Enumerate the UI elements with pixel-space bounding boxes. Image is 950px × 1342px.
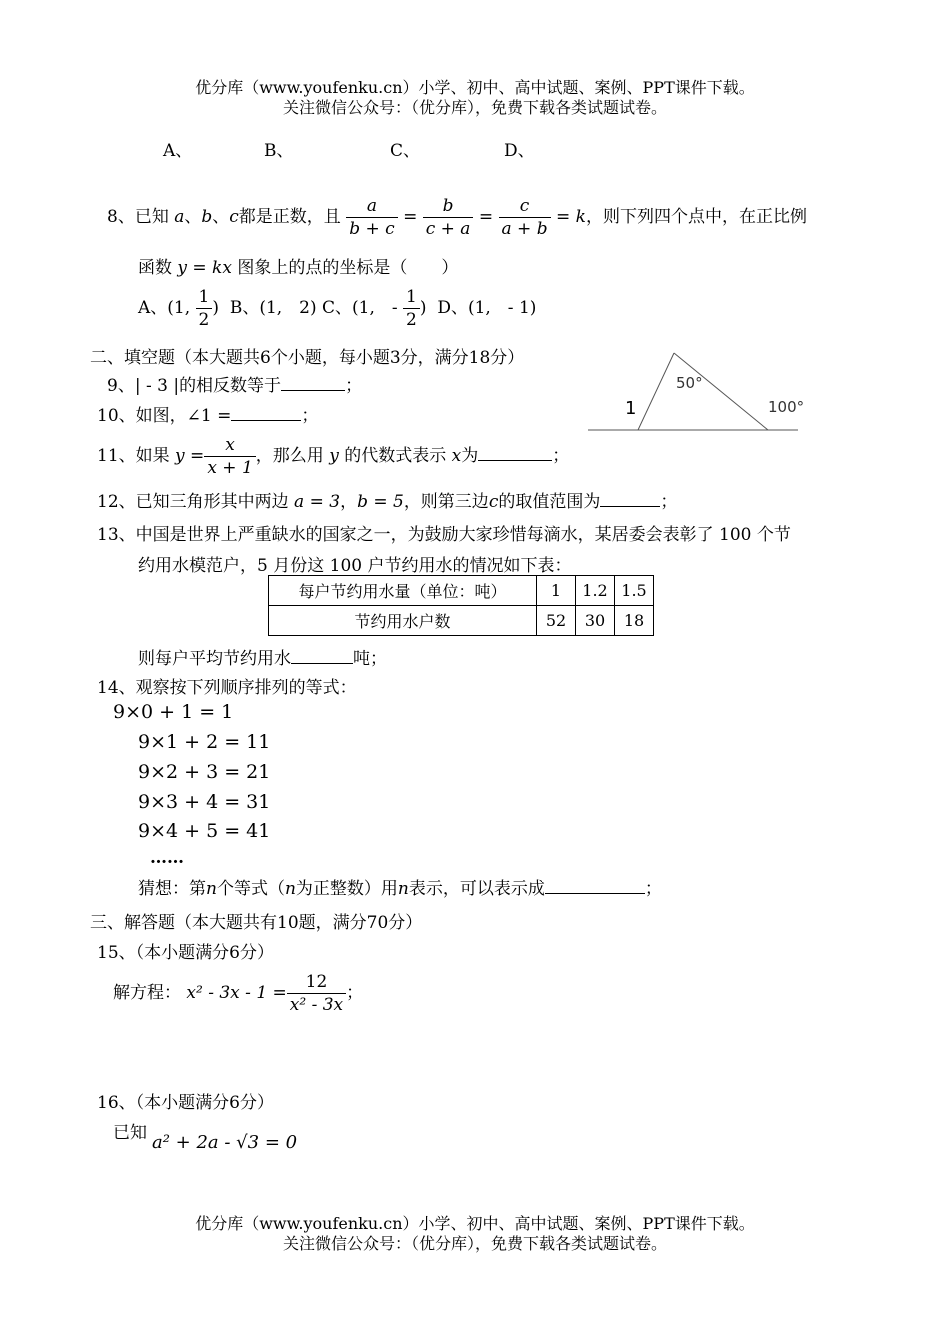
- section-2-title: 二、填空题（本大题共6个小题，每小题3分，满分18分）: [90, 348, 525, 368]
- q10-expr: ∠1 =: [186, 406, 232, 426]
- q14-guess2: 个等式（: [216, 879, 285, 899]
- q15-equation: [113, 968, 363, 1018]
- table-cell: 1.2: [576, 576, 615, 606]
- q11-end: ；: [552, 446, 570, 466]
- q8-number: 8、: [107, 207, 135, 227]
- q13-unit: 吨；: [353, 649, 387, 669]
- q8-optA-num: 1: [196, 286, 213, 309]
- q13-after-text: 则每户平均节约用水: [138, 649, 291, 669]
- q12-side-b: b = 5: [357, 492, 404, 512]
- table-cell: 30: [576, 606, 615, 636]
- q9-text: 的相反数等于: [179, 376, 282, 396]
- q11-denominator: x + 1: [207, 458, 253, 478]
- figure-angle-100: 100°: [768, 398, 805, 416]
- q8-options: [138, 284, 536, 332]
- q15-end: ；: [346, 983, 364, 1003]
- q12-number: 12、: [97, 492, 136, 512]
- q10-answer-blank[interactable]: [231, 405, 301, 421]
- q8-line2-a: 函数: [138, 258, 172, 278]
- figure-angle-50: 50°: [676, 374, 703, 392]
- q14-guess1: 猜想：第: [138, 879, 206, 899]
- q14-equation-2: 9×1 + 2 = 11: [138, 731, 271, 753]
- q13-line-2: 约用水模范户，5 月份这 100 户节约用水的情况如下表：: [138, 556, 572, 576]
- q14-ellipsis: ……: [150, 848, 184, 868]
- q14-guess3: 为正整数）用: [295, 879, 398, 899]
- q7-option-a: A、: [163, 141, 193, 161]
- q8-option-a-fraction: [196, 286, 213, 331]
- q9-number: 9、: [107, 376, 135, 396]
- q15-denominator: x² - 3x: [289, 995, 344, 1015]
- q12-end: ；: [660, 492, 678, 512]
- q11-fraction: [204, 434, 255, 479]
- q12-pre: 已知三角形其中两边: [135, 492, 289, 512]
- q10-pre: 如图，: [135, 406, 187, 426]
- q16-heading: 16、（本小题满分6分）: [97, 1093, 274, 1113]
- q14-intro: 观察按下列顺序排列的等式：: [135, 678, 357, 698]
- q9-expr: | - 3 |: [134, 376, 180, 396]
- question-11: [97, 432, 569, 480]
- q12-answer-blank[interactable]: [600, 491, 660, 507]
- table-cell: 1.5: [615, 576, 654, 606]
- q12-sep: ，: [340, 492, 358, 512]
- q8-f2-denominator: c + a: [425, 219, 471, 239]
- question-10: [97, 401, 318, 426]
- q15-heading: 15、（本小题满分6分）: [97, 943, 274, 963]
- q8-sep2: 、: [212, 207, 230, 227]
- question-8: [107, 193, 807, 241]
- q8-var-a: a: [174, 207, 185, 227]
- q8-f2-numerator: b: [423, 195, 474, 218]
- question-14: [97, 673, 357, 698]
- q8-eq-k: = k: [556, 207, 586, 227]
- q11-number: 11、: [97, 446, 136, 466]
- q7-option-b: B、: [264, 141, 294, 161]
- question-9: [107, 371, 362, 396]
- q8-option-c-fraction: [403, 286, 420, 331]
- q15-pre: 解方程：: [113, 983, 181, 1003]
- q14-end: ；: [644, 879, 662, 899]
- footer-line-1: 优分库（www.youfenku.cn）小学、初中、高中试题、案例、PPT课件下载。: [195, 1214, 755, 1233]
- q13-answer-blank[interactable]: [291, 648, 353, 664]
- table-cell: 18: [615, 606, 654, 636]
- q14-n3: n: [397, 879, 409, 899]
- section-3-title: 三、解答题（本大题共有10题，满分70分）: [90, 913, 423, 933]
- q13-after: [138, 644, 387, 669]
- q16-expression: a² + 2a - √3 = 0: [152, 1132, 298, 1153]
- q11-mid3: 为: [461, 446, 479, 466]
- table-cell: 52: [537, 606, 576, 636]
- q8-f1-denominator: b + c: [349, 219, 395, 239]
- q11-var-x: x: [451, 446, 462, 466]
- q14-equation-5: 9×4 + 5 = 41: [138, 820, 271, 842]
- figure-label-1: 1: [625, 398, 637, 419]
- water-saving-table: [268, 575, 654, 636]
- q13-number: 13、: [97, 525, 136, 545]
- q9-answer-blank[interactable]: [281, 375, 345, 391]
- footer-line-2: 关注微信公众号：（优分库），免费下载各类试题试卷。: [282, 1234, 667, 1253]
- q8-pre: 已知: [134, 207, 169, 227]
- q8-optA-den: 2: [198, 310, 210, 330]
- q8-optC-den: 2: [406, 310, 417, 330]
- question-13-line-1: [97, 520, 791, 545]
- q15-numerator: 12: [287, 971, 346, 994]
- q8-f3-denominator: a + b: [501, 219, 548, 239]
- q16-pre: 已知: [113, 1123, 147, 1143]
- q8-f3-numerator: c: [499, 195, 551, 218]
- q8-sep1: 、: [184, 207, 202, 227]
- q8-mid: 都是正数，且: [238, 207, 341, 227]
- table-cell: 节约用水户数: [269, 606, 537, 636]
- triangle-figure: [588, 350, 805, 434]
- q8-eq1: =: [403, 207, 418, 227]
- q14-equation-3: 9×2 + 3 = 21: [138, 761, 271, 783]
- header-line-1: 优分库（www.youfenku.cn）小学、初中、高中试题、案例、PPT课件下载。: [195, 78, 755, 97]
- q14-n1: n: [206, 879, 217, 899]
- q11-var-y: y: [329, 446, 339, 466]
- table-row: [269, 576, 654, 606]
- q8-option-c: C、(1, -: [322, 298, 398, 318]
- q8-option-c-close: ): [419, 298, 427, 318]
- table-cell: 每户节约用水量（单位：吨）: [269, 576, 537, 606]
- q8-option-b: B、(1, 2): [229, 298, 317, 318]
- q8-line2-formula: y = kx: [177, 258, 232, 278]
- q11-answer-blank[interactable]: [478, 445, 552, 461]
- q7-option-c: C、: [390, 141, 421, 161]
- q8-optC-num: 1: [403, 286, 420, 309]
- q14-equation-4: 9×3 + 4 = 31: [138, 791, 271, 813]
- q8-f1-numerator: a: [346, 195, 397, 218]
- q11-y-eq: y =: [175, 446, 205, 466]
- q8-line-2: [138, 253, 458, 278]
- q13-line1: 中国是世界上严重缺水的国家之一，为鼓励大家珍惜每滴水，某居委会表彰了 100 个节: [135, 525, 791, 545]
- table-cell: 1: [537, 576, 576, 606]
- q8-fraction-1: [346, 195, 397, 240]
- q11-mid: ，那么用: [255, 446, 324, 466]
- q8-fraction-3: [499, 195, 551, 240]
- q15-lhs: x² - 3x - 1 =: [186, 983, 287, 1003]
- table-row: [269, 606, 654, 636]
- q9-end: ；: [345, 376, 363, 396]
- q8-var-c: c: [229, 207, 239, 227]
- q8-line2-b: 图象上的点的坐标是（ ）: [237, 258, 459, 278]
- q14-number: 14、: [97, 678, 136, 698]
- q7-option-d: D、: [504, 141, 535, 161]
- q11-pre: 如果: [135, 446, 170, 466]
- q12-mid2: 的取值范围为: [498, 492, 601, 512]
- q14-equation-1: 9×0 + 1 = 1: [113, 701, 234, 723]
- q14-answer-blank[interactable]: [545, 878, 645, 894]
- q8-var-b: b: [201, 207, 213, 227]
- q12-side-c: c: [488, 492, 499, 512]
- question-12: [97, 487, 677, 512]
- q8-option-a: A、(1,: [138, 298, 191, 318]
- q8-option-d: D、(1, - 1): [437, 298, 537, 318]
- q15-fraction: [287, 971, 346, 1016]
- q8-option-a-close: ): [212, 298, 220, 318]
- q14-guess4: 表示，可以表示成: [408, 879, 545, 899]
- header-line-2: 关注微信公众号：（优分库），免费下载各类试题试卷。: [282, 98, 667, 117]
- q11-mid2: 的代数式表示: [344, 446, 447, 466]
- q10-number: 10、: [97, 406, 136, 426]
- q11-numerator: x: [204, 434, 255, 457]
- q8-tail: ，则下列四个点中，在正比例: [585, 207, 807, 227]
- q8-fraction-2: [423, 195, 474, 240]
- q8-eq2: =: [478, 207, 494, 227]
- q12-mid: ，则第三边: [403, 492, 489, 512]
- q14-guess: [138, 874, 662, 899]
- q12-side-a: a = 3: [294, 492, 341, 512]
- q14-n2: n: [284, 879, 296, 899]
- q10-end: ；: [301, 406, 319, 426]
